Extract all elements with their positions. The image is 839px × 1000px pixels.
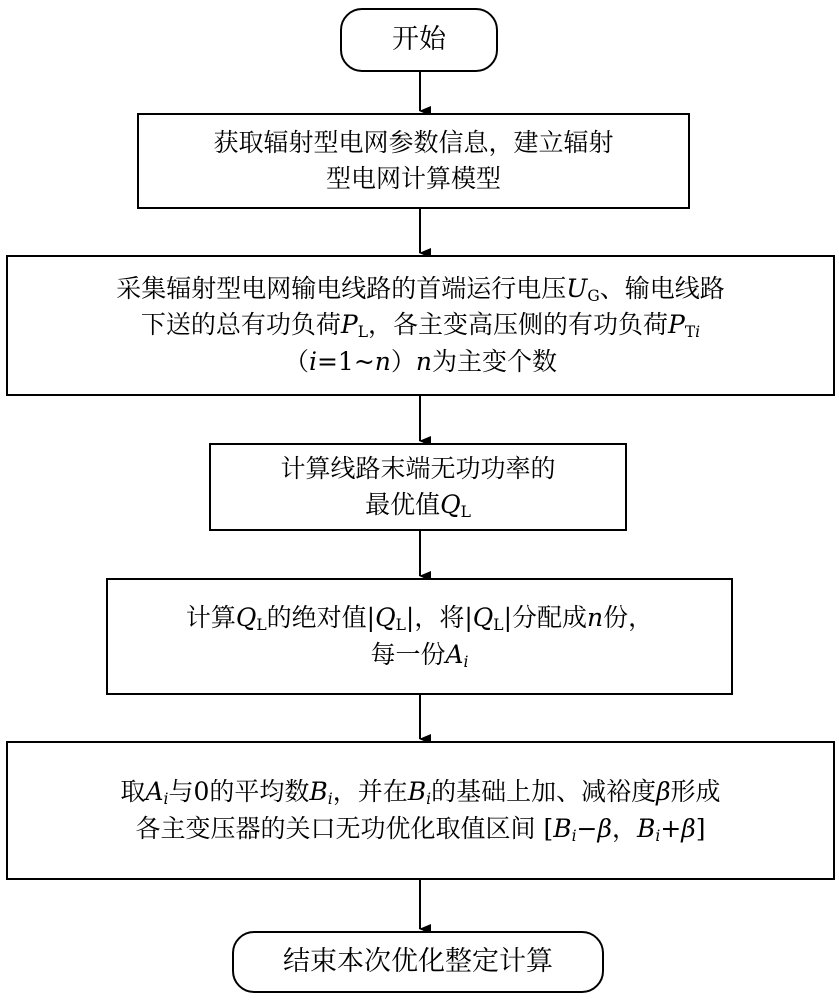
step3-line2: 最优值$Q_L$ <box>365 490 471 521</box>
step1-line2: 型电网计算模型 <box>325 164 501 193</box>
step4-line2: 每一份$A_i$ <box>370 639 469 671</box>
step1-line1: 获取辐射型电网参数信息，建立辐射 <box>213 127 614 157</box>
step5-line2: 各主变压器的关口无功优化取值区间 [$B_i-\beta$，$B_i+\beta$] <box>135 813 706 845</box>
step-split-absolute-value <box>106 578 733 695</box>
step-collect-voltage-and-loads <box>6 255 835 396</box>
step2-line2: 下送的总有功负荷$P_L$，各主变高压侧的有功负荷$P_{Ti}$ <box>140 310 701 342</box>
end-label: 结束本次优化整定计算 <box>283 946 553 978</box>
step4-line1: 计算$Q_L$的绝对值$|Q_L|$，将$|Q_L|$分配成n份， <box>185 603 654 635</box>
step-get-grid-parameters <box>137 113 690 209</box>
step2-line1: 采集辐射型电网输电线路的首端运行电压$U_G$、输电线路 <box>116 274 725 305</box>
start-node <box>340 8 498 72</box>
start-label: 开始 <box>392 24 446 56</box>
step5-line1: 取$A_i$与0的平均数$B_i$，并在$B_i$的基础上加、减裕度β形成 <box>120 777 721 809</box>
step-form-optimization-interval <box>6 741 835 880</box>
step-compute-optimal-reactive-power <box>209 443 627 531</box>
end-node <box>232 931 604 993</box>
step3-line1: 计算线路末端无功功率的 <box>280 453 556 483</box>
step2-line3: （i=1~n）n为主变个数 <box>283 346 558 376</box>
